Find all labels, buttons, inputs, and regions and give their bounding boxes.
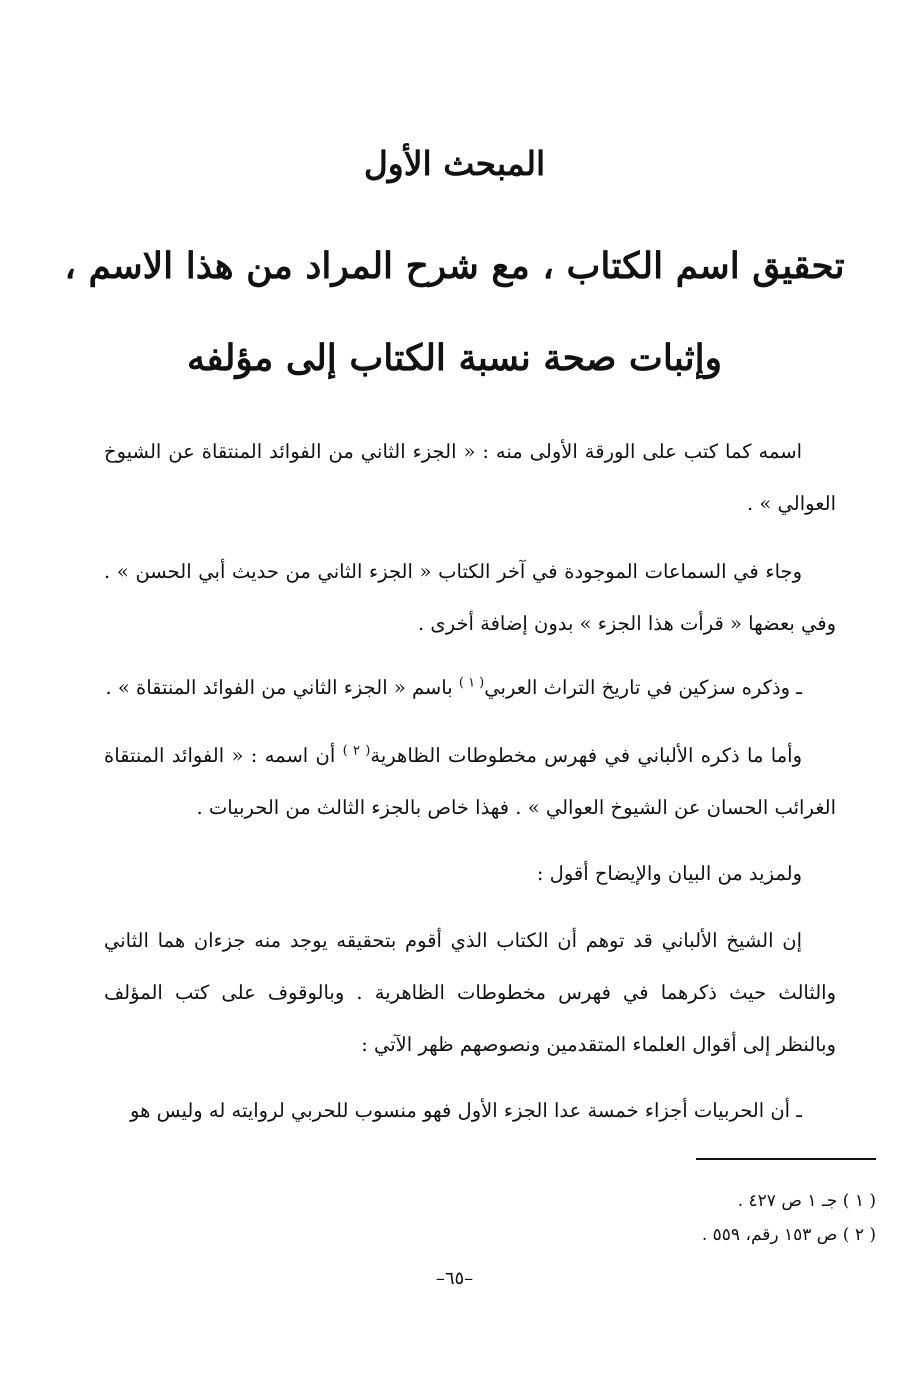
paragraph-7: ـ أن الحربيات أجزاء خمسة عدا الجزء الأول فهو منسوب للحربي لروايته له وليس هو bbox=[130, 1099, 802, 1122]
paragraph-6: إن الشيخ الألباني قد توهم أن الكتاب الذي أقوم بتحقيقه يوجد منه جزءان هما الثاني والثالث حيث ذكرهما في فهرس مخطوطات الظاهرية . وبالوقوف على كتب المؤلف وبالنظر إلى أقوال العلماء المتقدمين ونصوصهم ظهر الآتي : bbox=[104, 929, 836, 1056]
footnote-2: ( ٢ ) ص ١٥٣ رقم، ٥٥٩ . bbox=[701, 1225, 876, 1245]
title-line-1: تحقيق اسم الكتاب ، مع شرح المراد من هذا الاسم ، bbox=[64, 245, 845, 287]
paragraph-4 bbox=[104, 730, 836, 834]
paragraph-3 bbox=[104, 662, 836, 714]
footnote-ref-1: ( ١ ) bbox=[458, 675, 485, 691]
page-number: –٦٥– bbox=[435, 1268, 474, 1289]
paragraph-3-text: ـ وذكره سزكين في تاريخ التراث العربي bbox=[484, 676, 802, 699]
footnote-1: ( ١ ) جـ ١ ص ٤٢٧ . bbox=[737, 1191, 876, 1211]
footnote-divider bbox=[696, 1158, 876, 1160]
section-heading: المبحث الأول bbox=[363, 144, 546, 183]
footnote-ref-2: ( ٢ ) bbox=[342, 743, 371, 759]
paragraph-5: ولمزيد من البيان والإيضاح أقول : bbox=[536, 862, 802, 885]
paragraph-3-text-end: باسم « الجزء الثاني من الفوائد المنتقاة » . bbox=[105, 676, 459, 699]
paragraph-4-text-end: أن اسمه : « الفوائد المنتقاة الغرائب الحسان عن الشيوخ العوالي » . فهذا خاص بالجزء الثالث من الحربيات . bbox=[104, 744, 836, 819]
paragraph-4-text: وأما ما ذكره الألباني في فهرس مخطوطات الظاهرية bbox=[370, 744, 802, 767]
paragraph-2: وجاء في السماعات الموجودة في آخر الكتاب « الجزء الثاني من حديث أبي الحسن » . وفي بعضها « قرأت هذا الجزء » بدون إضافة أخرى . bbox=[104, 560, 836, 635]
paragraph-1: اسمه كما كتب على الورقة الأولى منه : « الجزء الثاني من الفوائد المنتقاة عن الشيوخ العوالي » . bbox=[104, 440, 836, 515]
title-line-2: وإثبات صحة نسبة الكتاب إلى مؤلفه bbox=[186, 337, 723, 379]
